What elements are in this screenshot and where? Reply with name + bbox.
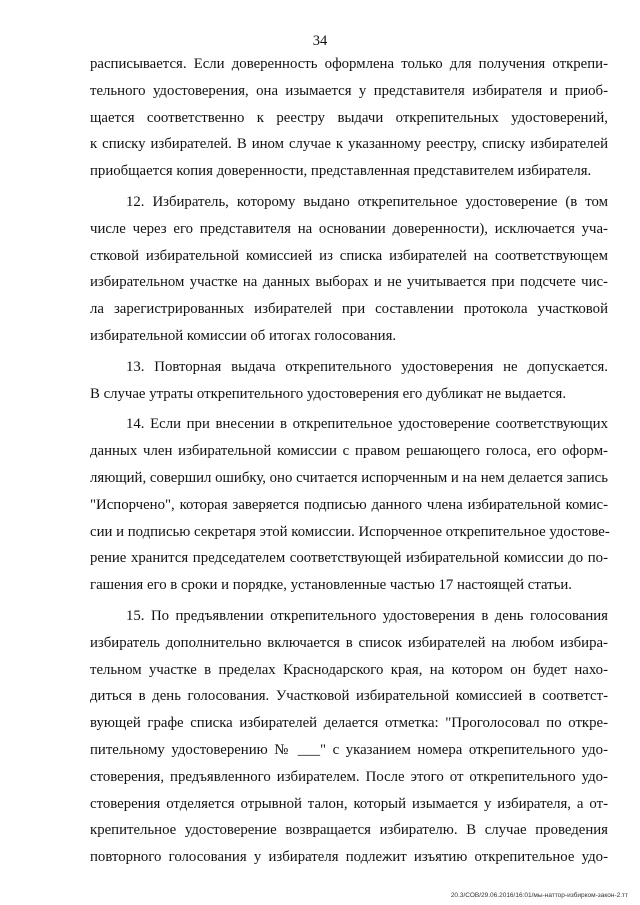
text-line: гашения его в сроки и порядке, установленные частью 17 настоящей статьи. [90,577,573,594]
text-line: стоверения, предъявленного избирателем. После этого от открепительного удо- [90,768,608,785]
text-line: 15. По предъявлении открепительного удостоверения в день голосования [126,607,608,624]
paragraph-continuation [90,51,608,185]
text-line: повторного голосования у избирателя подлежит изъятию открепительное удо- [90,849,608,866]
text-line: 13. Повторная выдача открепительного удостоверения не допускается. [126,358,608,375]
text-line: избиратель дополнительно включается в список избирателей на любом избира- [90,634,608,651]
text-line: рение хранится председателем соответствующей избирательной комиссии до по- [90,550,608,567]
document-body [90,51,608,871]
text-line: В случае утраты открепительного удостоверения его дубликат не выдается. [90,385,567,402]
paragraph-13 [90,354,608,408]
text-line: щается соответственно к реестру выдачи открепительных удостоверений, [90,109,608,126]
text-line: сии и подписью секретаря этой комиссии. Испорченное открепительное удостове- [90,523,610,540]
text-line: вующей графе списка избирателей делается отметка: "Проголосовал по откре- [90,715,608,732]
text-line: избирательной комиссии об итогах голосования. [90,327,397,344]
text-line: тельном участке в пределах Краснодарского края, на котором он будет нахо- [90,661,608,678]
paragraph-15 [90,603,608,871]
paragraph-14 [90,411,608,599]
text-line: ляющий, совершил ошибку, оно считается испорченным и на нем делается запись [90,469,608,486]
text-line: 14. Если при внесении в открепительное удостоверение соответствующих [126,416,608,433]
paragraph-12 [90,189,608,350]
text-line: пительному удостоверению № ___" с указанием номера открепительного удо- [90,741,608,758]
text-line: 12. Избиратель, которому выдано открепительное удостоверение (в том [126,193,608,210]
text-line: диться в день голосования. Участковой избирательной комиссией в соответст- [90,688,608,705]
document-footer: 20.3/СОВ/29.06.2016/16:01/мы-наттор-избирком-закон-2.тт [450,892,628,899]
text-line: данных член избирательной комиссии с правом решающего голоса, его оформ- [90,443,608,460]
text-line: расписывается. Если доверенность оформлена только для получения открепи- [90,56,608,72]
text-line: стковой избирательной комиссией из списка избирателей на соответствующем [90,247,608,264]
text-line: стоверения отделяется отрывной талон, который изымается у избирателя, а от- [90,795,608,812]
page-number: 34 [312,33,328,49]
text-line: "Испорчено", которая заверяется подписью данного члена избирательной комис- [90,496,608,513]
text-line: числе через его представителя на основании доверенности), исключается уча- [90,220,608,237]
text-line: к списку избирателей. В ином случае к указанному реестру, списку избирателей [90,136,608,153]
text-line: избирательном участке на данных выборах и не учитывается при подсчете чис- [90,274,608,291]
text-line: ла зарегистрированных избирателей при составлении протокола участковой [90,301,608,318]
text-line: приобщается копия доверенности, представленная представителем избирателя. [90,163,592,180]
text-line: тельного удостоверения, она изымается у представителя избирателя и приоб- [90,82,608,99]
text-line: крепительное удостоверение возвращается избирателю. В случае проведения [90,822,608,839]
